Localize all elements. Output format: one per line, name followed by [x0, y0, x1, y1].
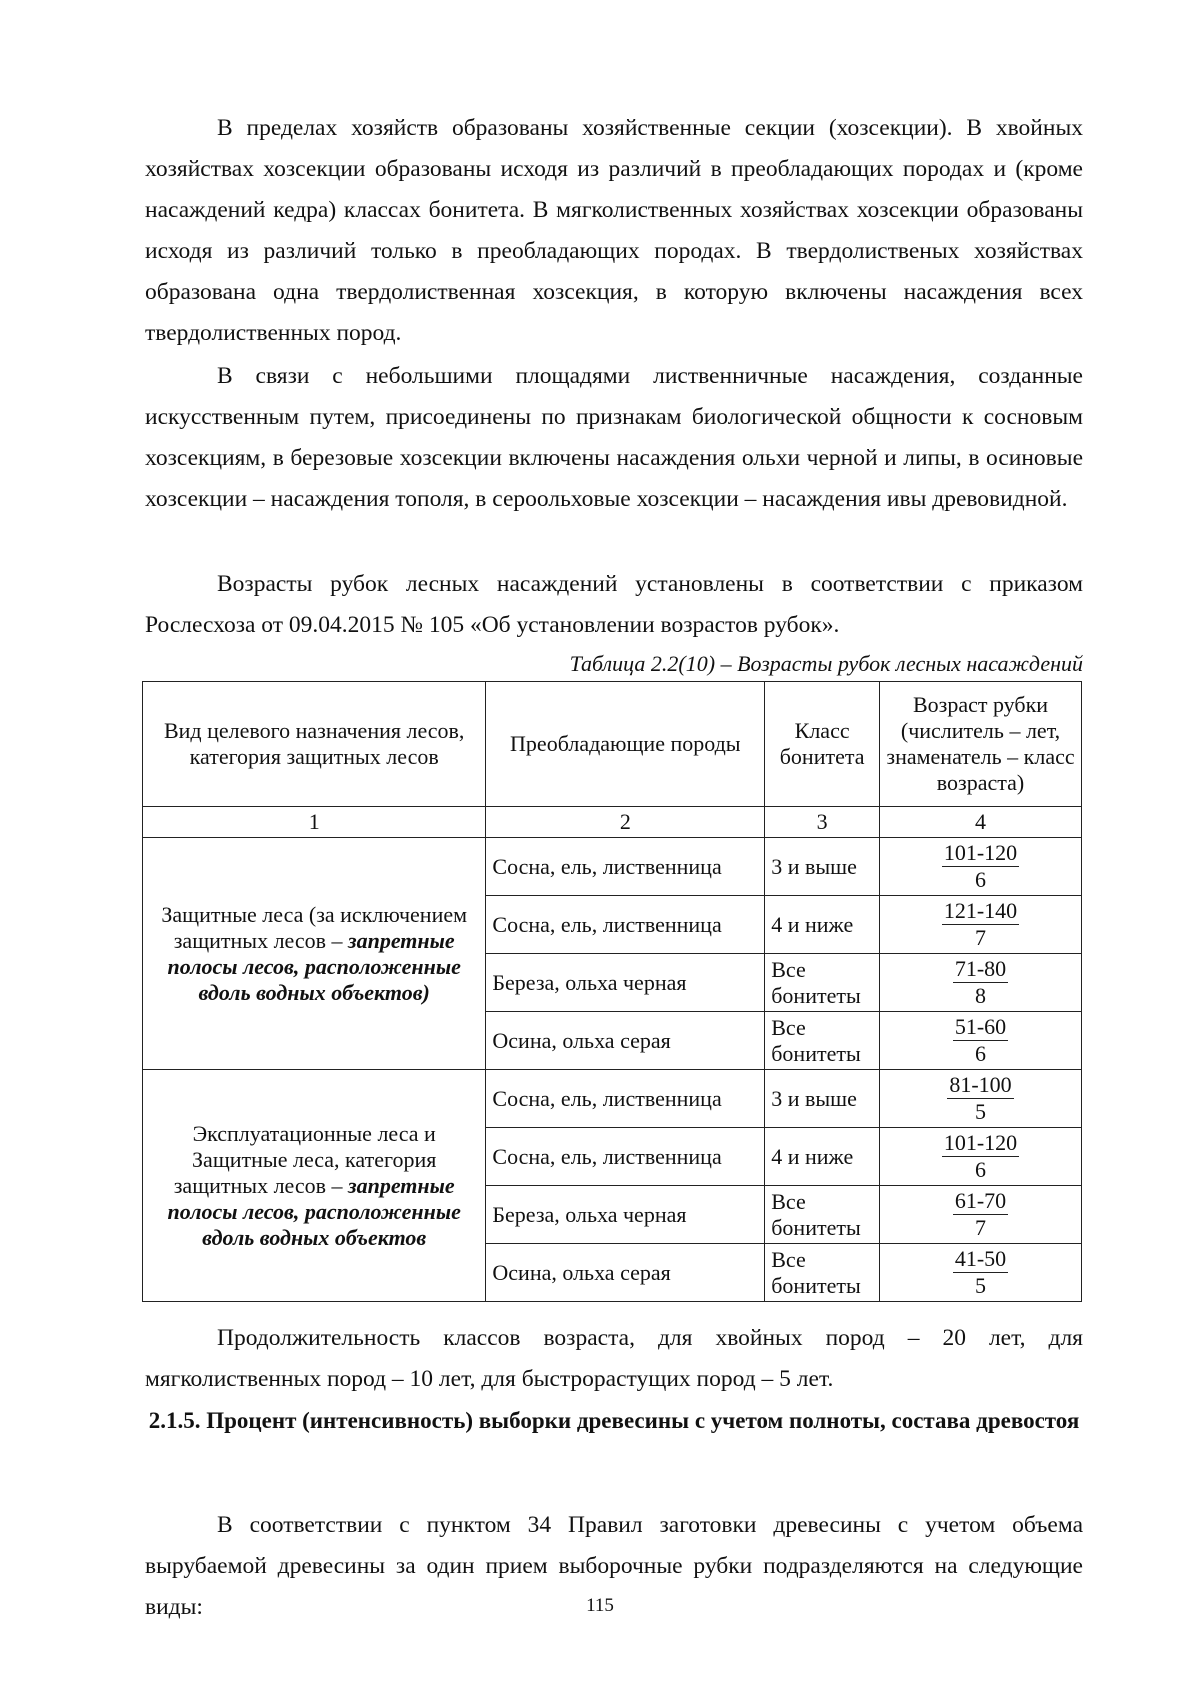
age-class: 8: [975, 983, 986, 1008]
category-text-emphasis: запретные полосы лесов, расположенные вдоль водных объектов): [167, 927, 461, 1005]
bonitet-cell: Все бонитеты: [765, 954, 880, 1012]
species-cell: Сосна, ель, лиственница: [486, 838, 765, 896]
species-cell: Береза, ольха черная: [486, 1186, 765, 1244]
paragraph-hozsections: В пределах хозяйств образованы хозяйственные секции (хозсекции). В хвойных хозяйствах хозсекции образованы исходя из различий в преобладающих породах и (кроме насаждений кедра) классах бонитета. В мягколиственных хозяйствах хозсекции образованы исходя из различий только в преобладающих породах. В твердолиственых хозяйствах образована одна твердолиственная хозсекция, в которую включены насаждения всех твердолиственных пород.: [145, 115, 1083, 346]
age-cell: [880, 838, 1082, 896]
table-header-row: [143, 682, 1082, 807]
paragraph-age-class-duration: Продолжительность классов возраста, для хвойных пород – 20 лет, для мягколиственных пород – 10 лет, для быстрорастущих пород – 5 лет.: [145, 1325, 1083, 1392]
age-cell: [880, 954, 1082, 1012]
category-exploitation-forests: [143, 1070, 486, 1302]
header-bonitet: Класс бонитета: [765, 682, 880, 807]
bonitet-cell: 4 и ниже: [765, 896, 880, 954]
species-cell: Осина, ольха серая: [486, 1012, 765, 1070]
species-cell: Сосна, ель, лиственница: [486, 1128, 765, 1186]
age-years: 51-60: [954, 1014, 1007, 1039]
age-class: 7: [975, 1215, 986, 1240]
bonitet-cell: Все бонитеты: [765, 1012, 880, 1070]
age-years: 61-70: [954, 1188, 1007, 1213]
category-text: Защитные леса (за исключением защитных лесов –: [161, 901, 468, 953]
category-text: Эксплуатационные леса и Защитные леса, категория защитных лесов –: [173, 1120, 437, 1198]
bonitet-cell: 3 и выше: [765, 838, 880, 896]
species-cell: Сосна, ель, лиственница: [486, 896, 765, 954]
table-row: [143, 838, 1082, 896]
category-text-emphasis: запретные полосы лесов, расположенные вдоль водных объектов: [167, 1172, 461, 1250]
species-cell: Сосна, ель, лиственница: [486, 1070, 765, 1128]
age-cell: [880, 1070, 1082, 1128]
age-cell: [880, 1244, 1082, 1302]
species-cell: Осина, ольха серая: [486, 1244, 765, 1302]
age-cell: [880, 1128, 1082, 1186]
age-cell: [880, 896, 1082, 954]
paragraph-larch-attachment: В связи с небольшими площадями лиственничные насаждения, созданные искусственным путем, присоединены по признакам биологической общности к сосновым хозсекциям, в березовые хозсекции включены насаждения ольхи черной и липы, в осиновые хозсекции – насаждения тополя, в сероольховые хозсекции – насаждения ивы древовидной.: [145, 363, 1083, 512]
age-class: 6: [975, 1157, 986, 1182]
header-species: Преобладающие породы: [486, 682, 765, 807]
section-heading: 2.1.5. Процент (интенсивность) выборки древесины с учетом полноты, состава древостоя: [148, 1408, 1080, 1433]
species-cell: Береза, ольха черная: [486, 954, 765, 1012]
bonitet-cell: 4 и ниже: [765, 1128, 880, 1186]
age-class: 7: [975, 925, 986, 950]
cutting-age-table: [142, 681, 1082, 1302]
paragraph-selective-cutting: В соответствии с пунктом 34 Правил заготовки древесины с учетом объема вырубаемой древесины за один прием выборочные рубки подразделяются на следующие виды:: [145, 1512, 1083, 1620]
bonitet-cell: Все бонитеты: [765, 1186, 880, 1244]
column-number-row: [143, 807, 1082, 838]
category-protective-forests: [143, 838, 486, 1070]
column-number: 3: [765, 807, 880, 838]
bonitet-cell: 3 и выше: [765, 1070, 880, 1128]
age-years: 121-140: [943, 898, 1018, 923]
column-number: 2: [486, 807, 765, 838]
table-row: [143, 1070, 1082, 1128]
column-number: 1: [143, 807, 486, 838]
column-number: 4: [880, 807, 1082, 838]
age-cell: [880, 1012, 1082, 1070]
age-years: 71-80: [954, 956, 1007, 981]
age-years: 41-50: [954, 1246, 1007, 1271]
header-forest-purpose: Вид целевого назначения лесов, категория защитных лесов: [143, 682, 486, 807]
age-class: 5: [975, 1273, 986, 1298]
age-years: 81-100: [949, 1072, 1012, 1097]
age-class: 5: [975, 1099, 986, 1124]
page-number: 115: [586, 1595, 614, 1616]
table-caption: Таблица 2.2(10) – Возрасты рубок лесных насаждений: [569, 651, 1083, 676]
age-years: 101-120: [943, 840, 1018, 865]
paragraph-cutting-ages: Возрасты рубок лесных насаждений установлены в соответствии с приказом Рослесхоза от 09.04.2015 № 105 «Об установлении возрастов рубок».: [145, 571, 1083, 638]
bonitet-cell: Все бонитеты: [765, 1244, 880, 1302]
age-class: 6: [975, 1041, 986, 1066]
age-cell: [880, 1186, 1082, 1244]
header-cutting-age: Возраст рубки (числитель – лет, знаменатель – класс возраста): [880, 682, 1082, 807]
age-class: 6: [975, 867, 986, 892]
age-years: 101-120: [943, 1130, 1018, 1155]
